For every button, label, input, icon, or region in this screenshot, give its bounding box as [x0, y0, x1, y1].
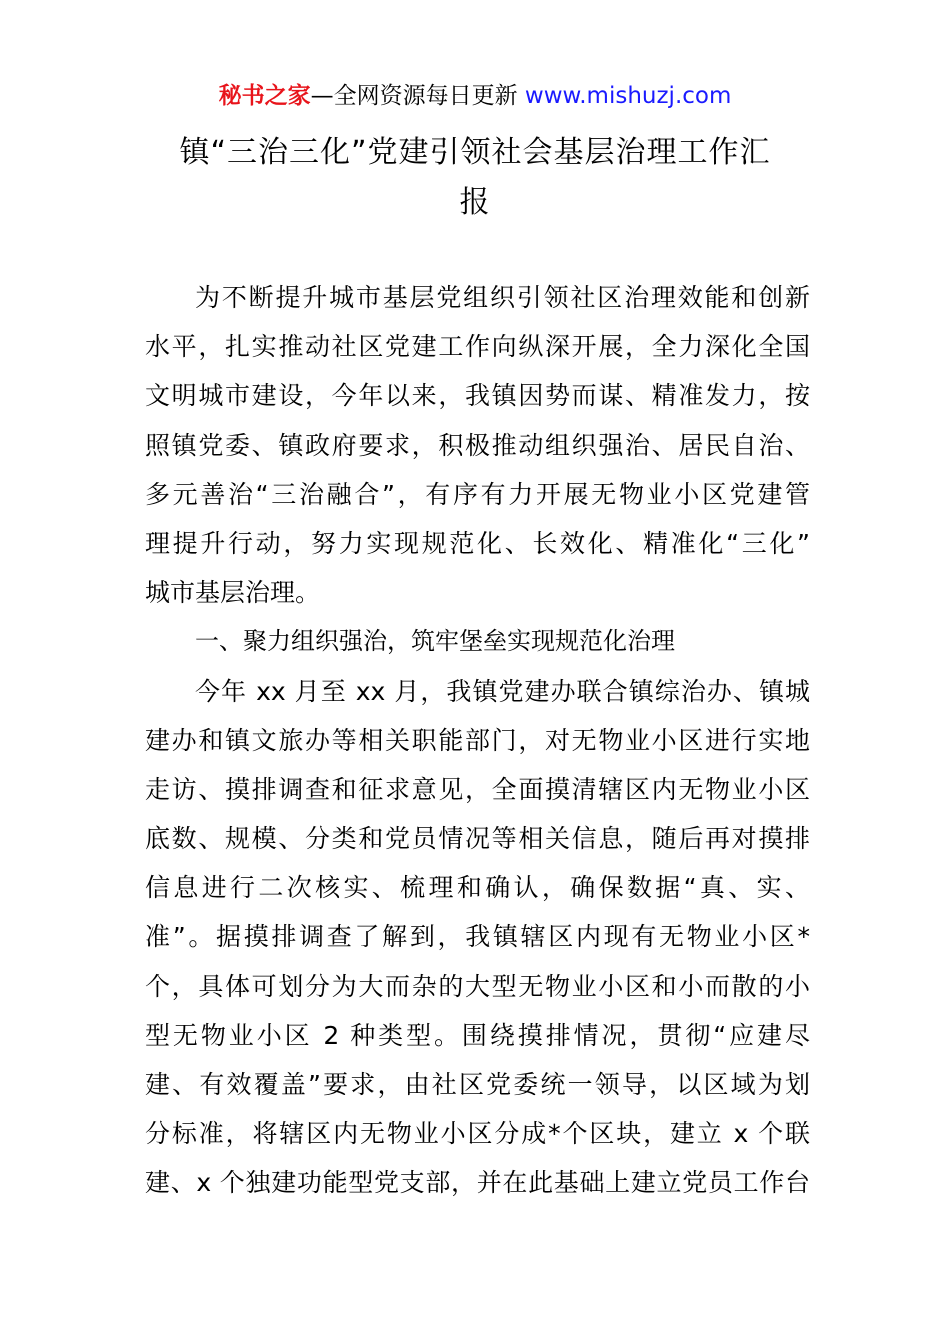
document-title	[145, 128, 805, 228]
paragraph-1-line: 照镇党委、镇政府要求，积极推动组织强治、居民自治、	[145, 430, 810, 460]
site-header	[0, 80, 950, 112]
title-line-2: 报	[459, 185, 491, 220]
paragraph-1-line: 理提升行动，努力实现规范化、长效化、精准化“三化”	[145, 528, 810, 558]
paragraph-2-line: 分标准，将辖区内无物业小区分成*个区块，建立 x 个联	[145, 1119, 810, 1149]
title-line-1: 镇“三治三化”党建引领社会基层治理工作汇	[179, 135, 771, 170]
paragraph-1-line: 文明城市建设，今年以来，我镇因势而谋、精准发力，按	[145, 381, 810, 411]
document-body	[145, 273, 810, 1208]
paragraph-2-line: 走访、摸排调查和征求意见，全面摸清辖区内无物业小区	[145, 774, 810, 804]
site-tagline: —全网资源每日更新	[310, 83, 525, 109]
paragraph-2-line: 建、有效覆盖”要求，由社区党委统一领导，以区域为划	[145, 1070, 810, 1099]
paragraph-2-line: 建、x 个独建功能型党支部，并在此基础上建立党员工作台	[145, 1168, 810, 1198]
paragraph-2-line: 底数、规模、分类和党员情况等相关信息，随后再对摸排	[145, 824, 810, 854]
site-brand: 秘书之家	[218, 83, 311, 109]
paragraph-2-line: 建办和镇文旅办等相关职能部门，对无物业小区进行实地	[145, 725, 810, 755]
paragraph-2-line: 今年 xx 月至 xx 月，我镇党建办联合镇综治办、镇城	[195, 676, 810, 706]
paragraph-1-line: 城市基层治理。	[145, 578, 321, 608]
site-url-link[interactable]: www.mishuzj.com	[524, 83, 732, 109]
paragraph-1-line: 多元善治“三治融合”，有序有力开展无物业小区党建管	[145, 479, 810, 509]
paragraph-2-line: 个，具体可划分为大而杂的大型无物业小区和小而散的小	[145, 971, 810, 1001]
paragraph-1-line: 水平，扎实推动社区党建工作向纵深开展，全力深化全国	[145, 332, 810, 362]
paragraph-2-line: 准”。据摸排调查了解到，我镇辖区内现有无物业小区*	[145, 922, 810, 952]
section-heading-1: 一、聚力组织强治，筑牢堡垒实现规范化治理	[195, 627, 675, 656]
paragraph-2-line: 型无物业小区 2 种类型。围绕摸排情况，贯彻“应建尽	[145, 1020, 810, 1050]
paragraph-1-line: 为不断提升城市基层党组织引领社区治理效能和创新	[195, 283, 810, 312]
paragraph-2-line: 信息进行二次核实、梳理和确认，确保数据“真、实、	[145, 873, 810, 903]
